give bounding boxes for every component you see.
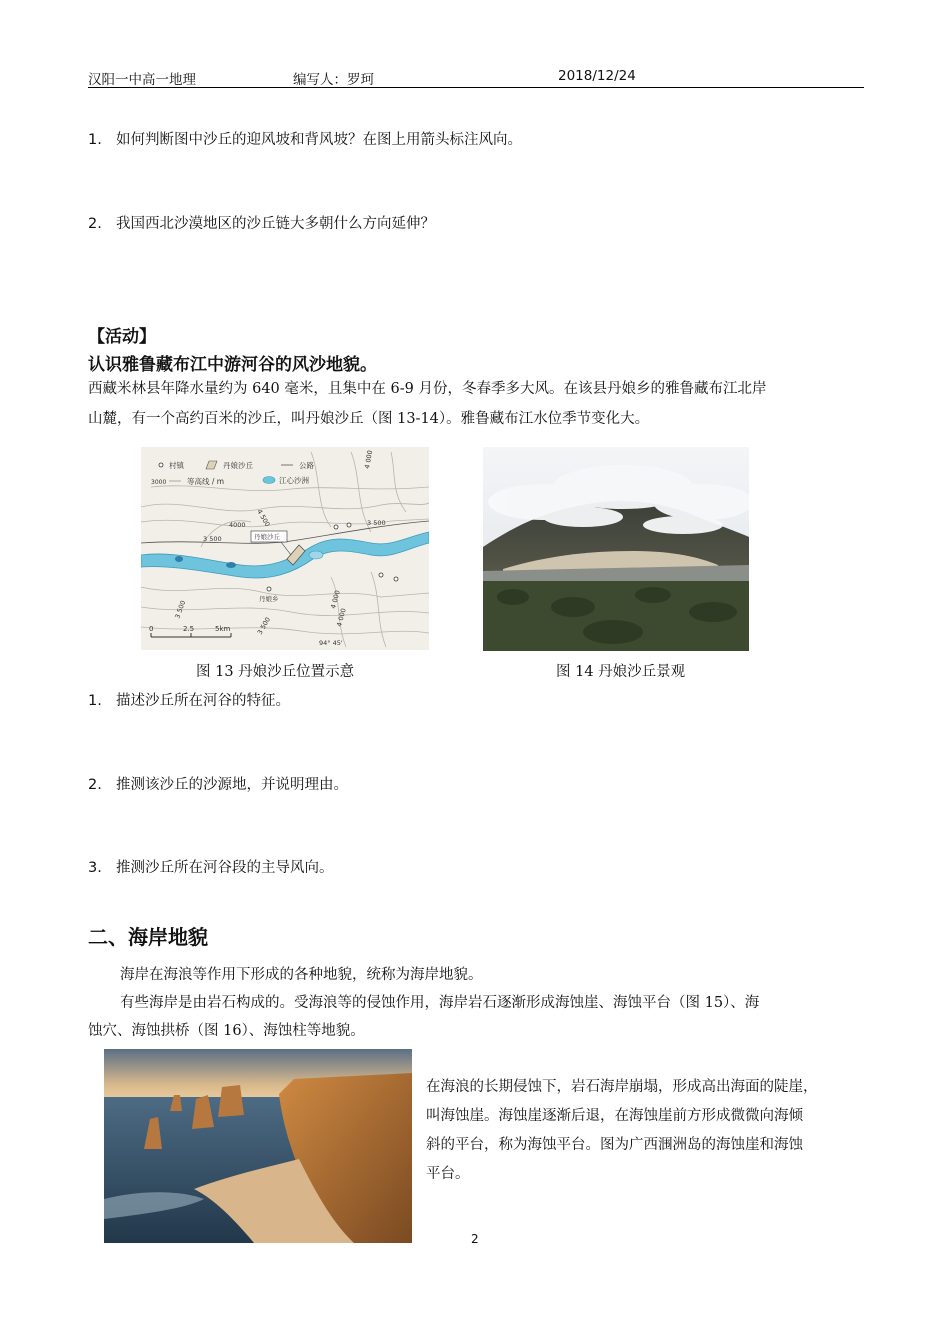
question-text: 我国西北沙漠地区的沙丘链大多朝什么方向延伸？ <box>116 216 435 232</box>
header-date: 2018/12/24 <box>558 68 636 84</box>
activity-paragraph-line2: 山麓，有一个高约百米的沙丘，叫丹娘沙丘（图 13-14）。雅鲁藏布江水位季节变化大。 <box>88 411 650 427</box>
legend-contour: 等高线 / m <box>187 477 225 486</box>
scale-label-end: 5km <box>215 625 231 633</box>
map-illustration <box>141 447 429 650</box>
map-longitude: 94° 45' <box>319 639 343 647</box>
question-2 <box>88 212 435 233</box>
section-paragraph-2-line2: 蚀穴、海蚀拱桥（图 16）、海蚀柱等地貌。 <box>88 1023 365 1039</box>
side-text-line-3: 斜的平台，称为海蚀平台。图为广西涠洲岛的海蚀崖和海蚀 <box>426 1137 803 1153</box>
section-heading: 二、海岸地貌 <box>88 925 208 949</box>
side-text-line-1: 在海浪的长期侵蚀下，岩石海岸崩塌，形成高出海面的陡崖， <box>426 1079 818 1095</box>
map-contour: 3 500 <box>367 519 386 527</box>
map-label-dune: 丹娘沙丘 <box>254 533 280 541</box>
legend-dune: 丹娘沙丘 <box>223 461 253 470</box>
dune-landscape-photo <box>483 447 749 651</box>
activity-question-2 <box>88 773 348 794</box>
activity-question-3 <box>88 856 334 877</box>
header-rule <box>88 87 864 88</box>
section-paragraph-2-line1: 有些海岸是由岩石构成的。受海浪等的侵蚀作用，海岸岩石逐渐形成海蚀崖、海蚀平台（图 15）、海 <box>120 995 760 1011</box>
legend-sandbar: 江心沙洲 <box>279 476 309 485</box>
question-number: 2. <box>88 216 102 232</box>
map-contour: 4000 <box>229 521 246 529</box>
question-number: 1. <box>88 132 102 148</box>
section-paragraph-1: 海岸在海浪等作用下形成的各种地貌，统称为海岸地貌。 <box>120 967 483 983</box>
sea-cliff-illustration <box>104 1049 412 1243</box>
question-text: 推测沙丘所在河谷段的主导风向。 <box>116 860 334 876</box>
legend-village: 村镇 <box>169 461 184 470</box>
activity-question-1 <box>88 689 290 710</box>
coastal-cliff-photo <box>104 1049 412 1243</box>
page-number: 2 <box>471 1232 479 1246</box>
question-number: 2. <box>88 777 102 793</box>
activity-title: 认识雅鲁藏布江中游河谷的风沙地貌。 <box>88 355 377 375</box>
side-text-line-2: 叫海蚀崖。海蚀崖逐渐后退，在海蚀崖前方形成微微向海倾 <box>426 1108 803 1124</box>
figure-13-caption: 图 13 丹娘沙丘位置示意 <box>196 664 355 680</box>
map-contour: 3 500 <box>203 535 222 543</box>
question-number: 1. <box>88 693 102 709</box>
question-text: 如何判断图中沙丘的迎风坡和背风坡？在图上用箭头标注风向。 <box>116 132 522 148</box>
header-school: 汉阳一中高一地理 <box>88 72 196 88</box>
legend-contour-sample: 3000 <box>151 479 167 486</box>
map-contour: 3 500 <box>173 599 188 620</box>
figure-13-map <box>141 447 429 650</box>
map-contour: 3 500 <box>255 615 273 636</box>
map-contour: 4 500 <box>255 508 272 529</box>
legend-road: 公路 <box>299 461 314 470</box>
header-author: 编写人：罗珂 <box>293 72 374 88</box>
map-contour: 4 000 <box>363 449 375 470</box>
map-contour: 4 000 <box>329 589 342 610</box>
figure-14-caption: 图 14 丹娘沙丘景观 <box>556 664 686 680</box>
side-text-line-4: 平台。 <box>426 1166 470 1182</box>
question-text: 推测该沙丘的沙源地，并说明理由。 <box>116 777 348 793</box>
activity-tag: 【活动】 <box>88 327 156 347</box>
scale-label-0: 0 <box>149 625 154 633</box>
scale-label-mid: 2.5 <box>183 625 195 633</box>
activity-paragraph-line1: 西藏米林县年降水量约为 640 毫米，且集中在 6-9 月份，冬春季多大风。在该县丹娘乡的雅鲁藏布江北岸 <box>88 381 767 397</box>
question-number: 3. <box>88 860 102 876</box>
question-text: 描述沙丘所在河谷的特征。 <box>116 693 290 709</box>
map-contour: 4 000 <box>335 607 348 628</box>
map-label-township: 丹娘乡 <box>259 595 279 603</box>
question-1 <box>88 128 522 149</box>
figure-14-photo <box>483 447 749 651</box>
